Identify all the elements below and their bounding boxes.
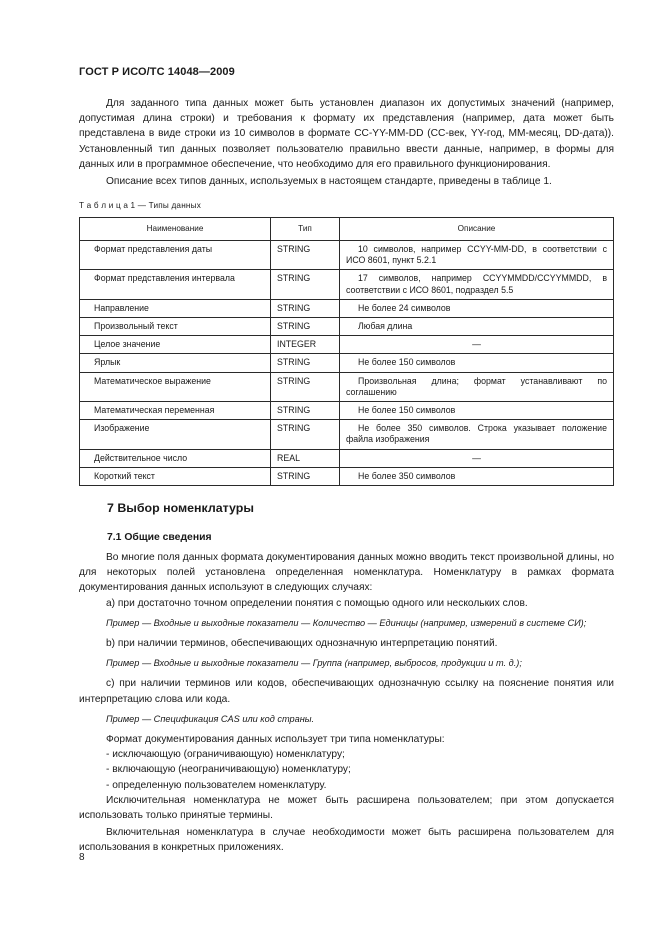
cell-name: Короткий текст: [80, 467, 271, 485]
cell-type: REAL: [271, 449, 340, 467]
data-types-table: [79, 217, 614, 486]
document-header: ГОСТ Р ИСО/ТС 14048—2009: [79, 66, 235, 78]
table-row: [80, 372, 614, 401]
list-item: b) при наличии терминов, обеспечивающих однозначную интерпретацию понятий.: [106, 638, 498, 650]
table-row: [80, 449, 614, 467]
cell-type: STRING: [271, 467, 340, 485]
example-text: Пример — Входные и выходные показатели — Количество — Единицы (например, измерений в системе СИ);: [106, 617, 587, 628]
paragraph: Во многие поля данных формата документирования данных можно вводить текст произвольной длины, но для некоторых полей установлена определенная номенклатура. Номенклатуру в рамках формата документирования данных используют в следующих случаях:: [79, 552, 614, 594]
cell-name: Математическая переменная: [80, 402, 271, 420]
cell-description: Произвольная длина; формат устанавливают по соглашению: [340, 372, 614, 401]
paragraph: Исключительная номенклатура не может быть расширена пользователем; при этом допускается использовать только принятые термины.: [79, 794, 614, 822]
table-row: [80, 299, 614, 317]
column-header-description: Описание: [340, 218, 614, 241]
subsection-title: 7.1 Общие сведения: [107, 532, 212, 543]
table-row: [80, 336, 614, 354]
cell-description: Не более 150 символов: [340, 354, 614, 372]
cell-description: Не более 24 символов: [340, 299, 614, 317]
cell-name: Ярлык: [80, 354, 271, 372]
cell-name: Формат представления интервала: [80, 270, 271, 299]
section-title: 7 Выбор номенклатуры: [107, 501, 254, 515]
list-item: а) при достаточно точном определении понятия с помощью одного или нескольких слов.: [106, 597, 528, 609]
list-item: c) при наличии терминов или кодов, обеспечивающих однозначную ссылку на пояснение понятия или интерпретацию слова или кода.: [79, 678, 614, 705]
table-row: [80, 270, 614, 299]
cell-name: Действительное число: [80, 449, 271, 467]
paragraph: Включительная номенклатура в случае необходимости может быть расширена пользователем для использования в конкретных приложениях.: [79, 827, 614, 854]
cell-description: Не более 150 символов: [340, 402, 614, 420]
paragraph: Формат документирования данных использует три типа номенклатуры:: [106, 734, 445, 746]
table-header-row: [80, 218, 614, 241]
section-text: [79, 550, 614, 856]
intro-text: [79, 96, 614, 189]
cell-description: 10 символов, например CCYY-MM-DD, в соответствии с ИСО 8601, пункт 5.2.1: [340, 241, 614, 270]
intro-paragraph: Для заданного типа данных может быть установлен диапазон их допустимых значений (например, допустимая длина строки) и требования к формату их представления (например, дата может быть представлена в виде строки из 10 символов в формате CC-YY-MM-DD (CC-век, YY-год, MM-месяц, DD-дата)). Установленный тип данных позволяет пользователю правильно ввести данные, например, в формы для данных или в программное обеспечение, что необходимо для его правильного функционирования.: [79, 98, 614, 170]
cell-type: STRING: [271, 318, 340, 336]
cell-type: INTEGER: [271, 336, 340, 354]
example-text: Пример — Спецификация CAS или код страны.: [106, 713, 315, 724]
table-row: [80, 402, 614, 420]
intro-paragraph: Описание всех типов данных, используемых в настоящем стандарте, приведены в таблице 1.: [106, 176, 552, 188]
cell-type: STRING: [271, 420, 340, 449]
cell-type: STRING: [271, 241, 340, 270]
cell-type: STRING: [271, 402, 340, 420]
bullet-item: - включающую (неограничивающую) номенклатуру;: [106, 764, 351, 776]
table-caption: Т а б л и ц а 1 — Типы данных: [79, 201, 202, 210]
cell-name: Формат представления даты: [80, 241, 271, 270]
column-header-type: Тип: [271, 218, 340, 241]
cell-name: Изображение: [80, 420, 271, 449]
table-row: [80, 420, 614, 449]
table-row: [80, 241, 614, 270]
cell-name: Произвольный текст: [80, 318, 271, 336]
bullet-item: - исключающую (ограничивающую) номенклатуру;: [106, 749, 345, 761]
cell-type: STRING: [271, 372, 340, 401]
cell-description: Любая длина: [340, 318, 614, 336]
table-row: [80, 318, 614, 336]
cell-name: Математическое выражение: [80, 372, 271, 401]
column-header-name: Наименование: [80, 218, 271, 241]
cell-description: —: [340, 336, 614, 354]
cell-description: 17 символов, например CCYYMMDD/CCYYMMDD, в соответствии с ИСО 8601, подраздел 5.5: [340, 270, 614, 299]
cell-name: Направление: [80, 299, 271, 317]
cell-description: —: [340, 449, 614, 467]
cell-description: Не более 350 символов. Строка указывает положение файла изображения: [340, 420, 614, 449]
cell-type: STRING: [271, 270, 340, 299]
cell-name: Целое значение: [80, 336, 271, 354]
cell-type: STRING: [271, 299, 340, 317]
cell-description: Не более 350 символов: [340, 467, 614, 485]
table-row: [80, 467, 614, 485]
bullet-item: - определенную пользователем номенклатуру.: [106, 779, 327, 791]
example-text: Пример — Входные и выходные показатели — Группа (например, выбросов, продукции и т. д.);: [106, 658, 522, 669]
table-row: [80, 354, 614, 372]
page-number: 8: [79, 852, 85, 863]
cell-type: STRING: [271, 354, 340, 372]
